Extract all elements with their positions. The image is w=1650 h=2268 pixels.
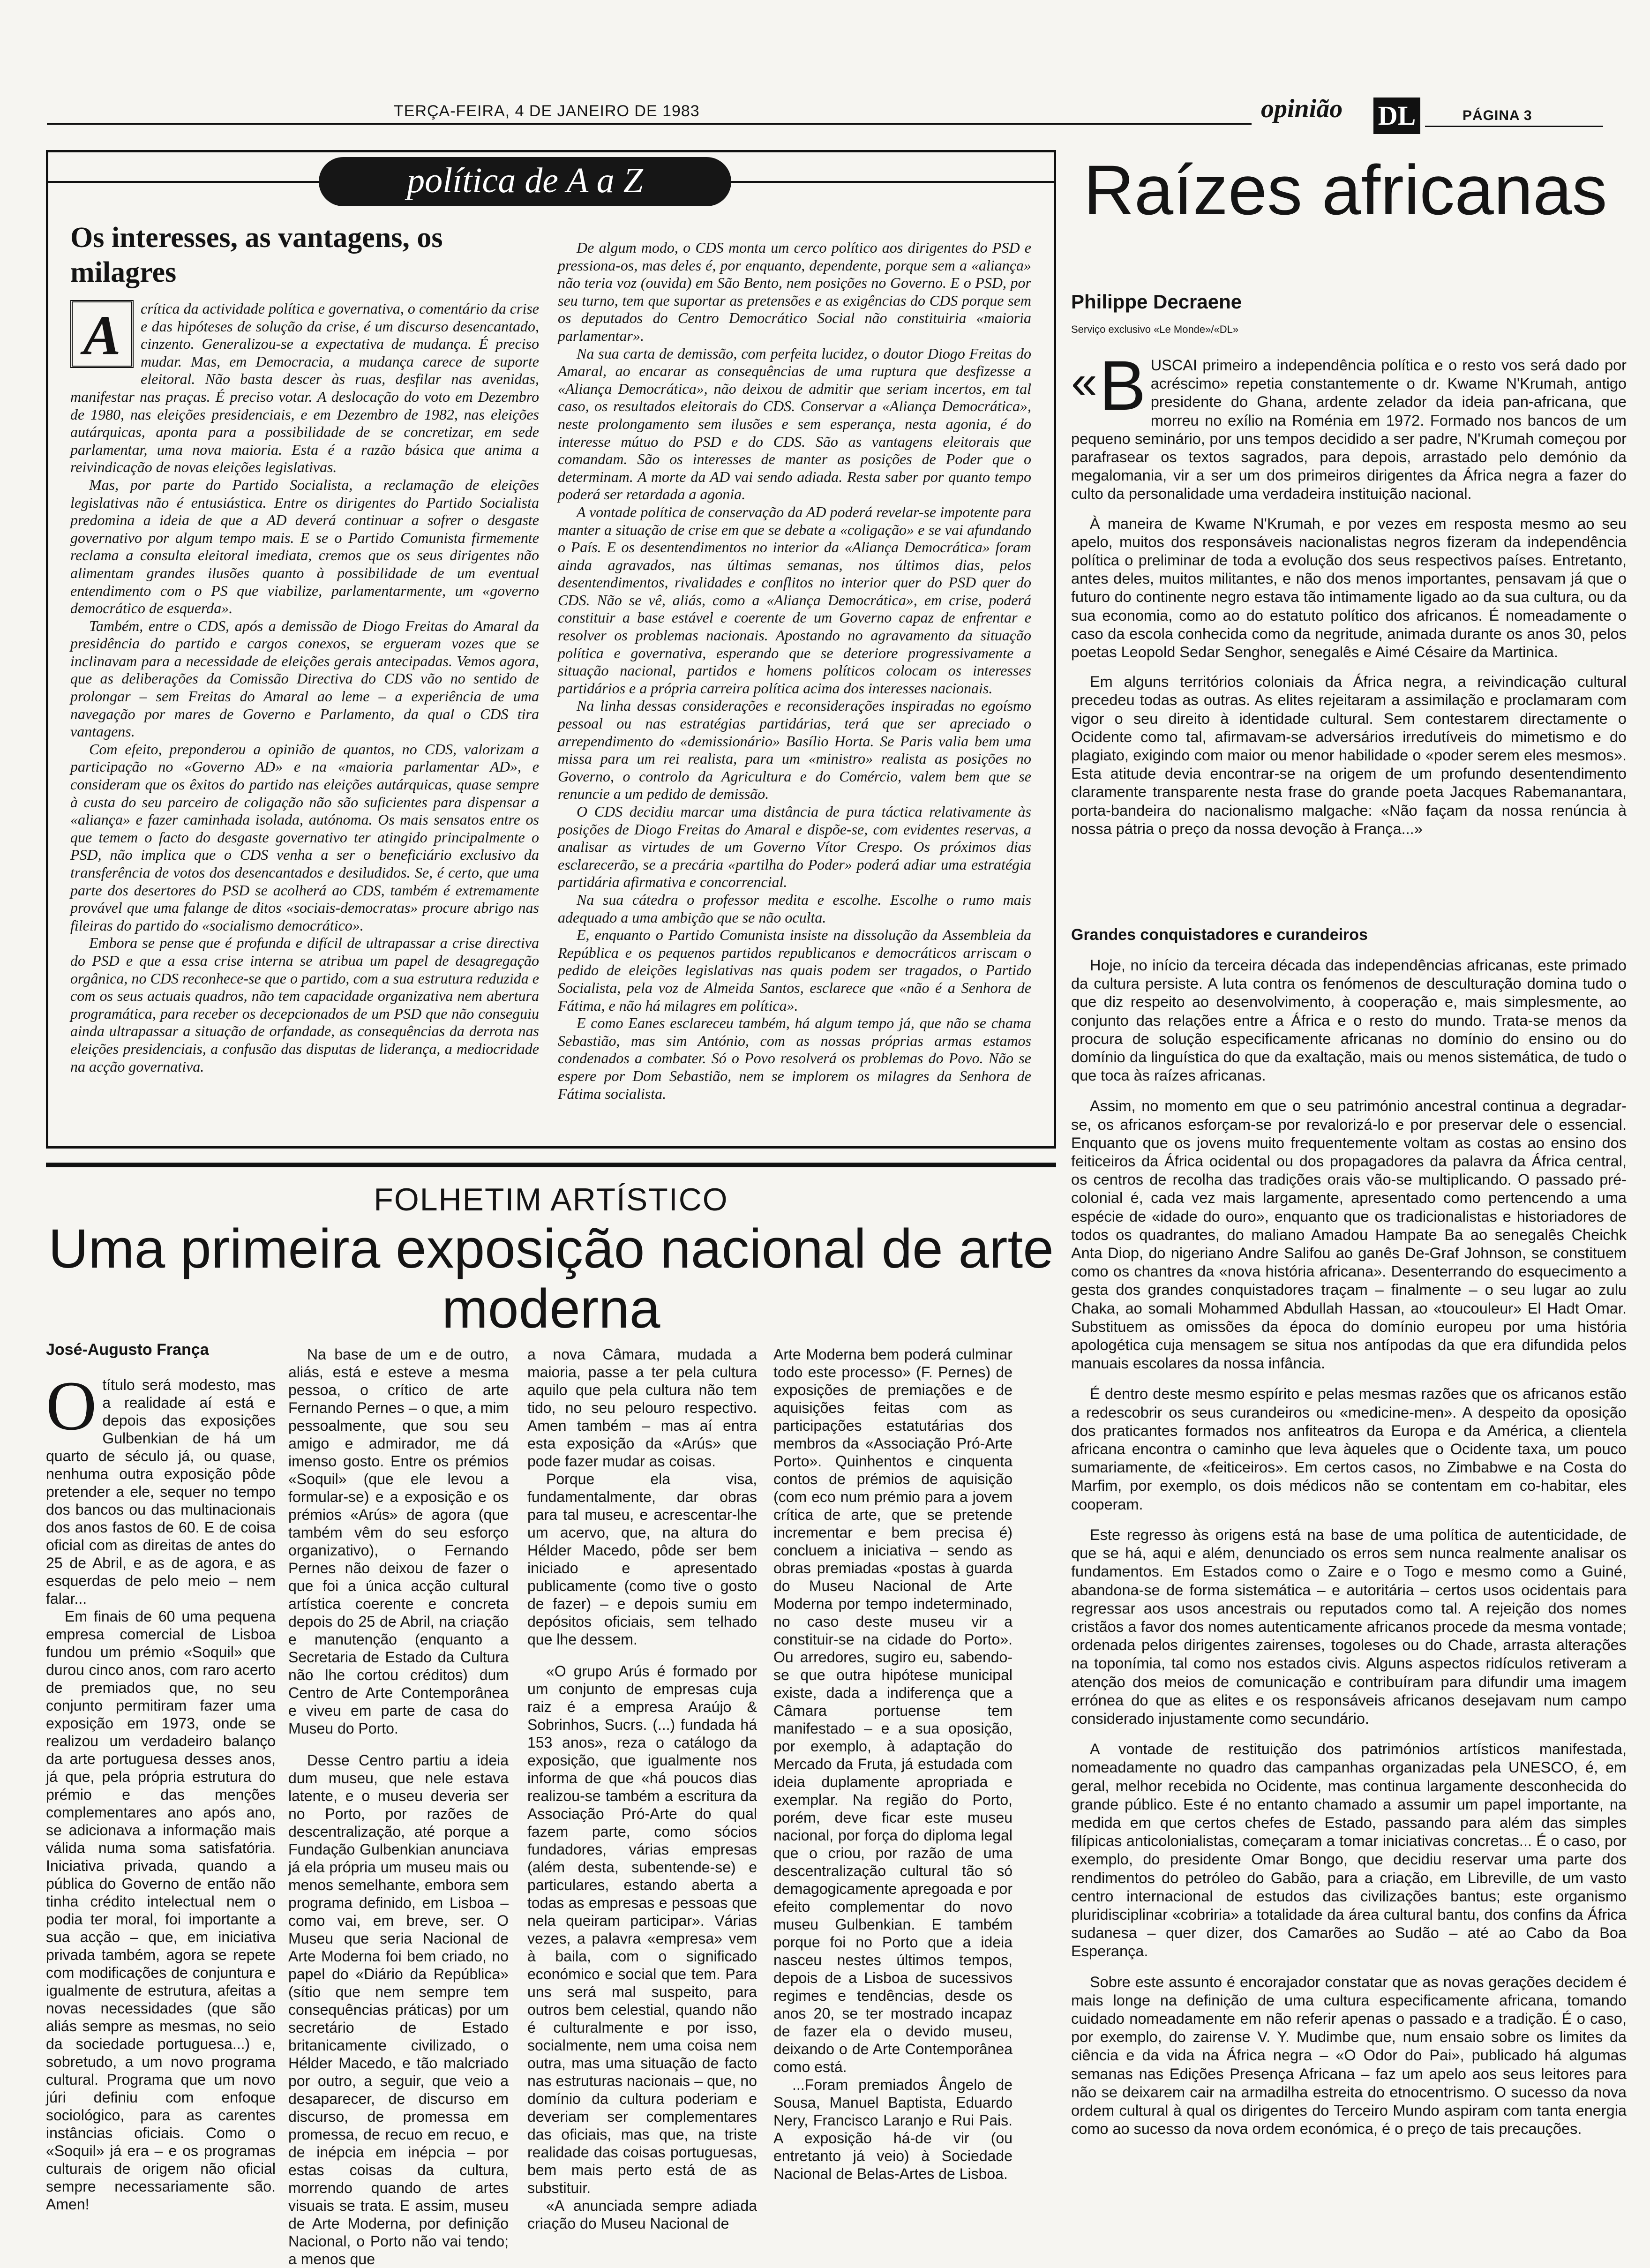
paragraph: Em finais de 60 uma pequena empresa comercial de Lisboa fundou um prémio «Soquil» que durou cinco anos, com raro acerto de premiados que, no seu conjunto permitiram fazer uma exposição em 1973, onde se realizou um verdadeiro balanço da arte portuguesa desses anos, já que, pela própria estrutura do prémio e das menções complementares ano após ano, se adicionava a informação mais válida numa soma satisfatória. Iniciativa privada, quando a pública do Governo de então não tinha crédito intelectual nem o podia ter moral, foi importante a sua acção – que, em iniciativa privada também, agora se repete com modificações de conjuntura e igualmente de estrutura, afeitas a novas necessidades (que são aliás sempre as mesmas, no seio da sociedade portuguesa...) e, sobretudo, a um novo programa cultural. Programa que um novo júri definiu com enfoque sociológico, para as carentes instâncias oficiais. Como o «Soquil» já era – e os programas culturais de origem não oficial sempre necessariamente são. Amen! xyxy=(46,1608,276,2213)
dropcap-spacer xyxy=(70,300,141,375)
paragraph: Arte Moderna bem poderá culminar todo este processo» (F. Pernes) de exposições de premiações e de aquisições feitas com as participações estatutárias dos membros da «Associação Pró-Arte Porto». Quinhentos e cinquenta contos de prémios de aquisição (com eco num prémio para a jovem crítica de arte, que se pretende incrementar e bem precisa é) concluem a iniciativa – sendo as obras premiadas «postas à guarda do Museu Nacional de Arte Moderna por tempo indeterminado, no caso deste museu vir a constituir-se na cidade do Porto». Ou arredores, sugiro eu, sabendo-se que outra hipótese municipal existe, dada a indiferença que a Câmara portuense tem manifestado – e a sua oposição, por exemplo, à adaptação do Mercado da Fruta, já estudada com ideia duplamente apropriada e exemplar. Na região do Porto, porém, deve ficar este museu nacional, por força do diploma legal que o criou, por razão de uma descentralização cultural tão só demagogicamente apregoada e por efeito complementar do novo museu Gulbenkian. E também porque foi no Porto que a ideia nasceu nestes últimos tempos, depois de a Lisboa de sucessivos regimes e tendências, desde os anos 20, se ter mostrado incapaz de fazer ela o devido museu, deixando o de Arte Contemporânea como está. xyxy=(773,1346,1012,2075)
paragraph: Embora se pense que é profunda e difícil de ultrapassar a crise directiva do PSD e que a essa crise interna se atribua um papel de desagregação orgânica, no CDS reconhece-se que o partido, com a sua estrutura reduzida e com os seus actuais quadros, não tem capacidade organizativa nem abertura programática, para receber os decepcionados de um PSD que não conseguiu ainda ultrapassar a situação de orfandade, as consequências da derrota nas eleições presidenciais, a confusão das disputas de liderança, a mediocridade na acção governativa. xyxy=(70,934,539,1075)
folhetim-column-1 xyxy=(46,1367,276,2213)
page-number: PÁGINA 3 xyxy=(1462,108,1532,123)
paragraph: Em alguns territórios coloniais da África negra, a reivindicação cultural precedeu todas as outras. As elites rejeitaram a assimilação e proclamaram com vigor o seu direito à identidade cultural. Sem contestarem directamente o Ocidente como tal, afirmavam-se adversários irredutíveis do mimetismo e do plagiato, exigindo com maior ou menor habilidade o «poder serem eles mesmos». Esta atitude devia encontrar-se na origem de um profundo desentendimento claramente transparente nesta frase do grande poeta Jacques Rabemanantara, porta-bandeira do nacionalismo malgache: «Não façam da nossa renúncia à nossa pátria o preço da nossa devoção à França...» xyxy=(1071,673,1627,837)
paragraph: «A anunciada sempre adiada criação do Museu Nacional de xyxy=(527,2197,757,2232)
paragraph: A vontade de restituição dos patrimónios artísticos manifestada, nomeadamente no quadro das campanhas organizadas pela UNESCO, é, em geral, melhor recebida no Ocidente, mas continua largamente desconhecida do grande público. Este é no entanto chamado a assumir um papel importante, na medida em que certos chefes de Estado, passando para além das simples filípicas anticolonialistas, começaram a tomar iniciativas concretas... É o caso, por exemplo, do presidente Omar Bongo, que decidiu reservar uma parte dos rendimentos do petróleo do Gabão, para a criação, em Libreville, de um vasto centro internacional de estudos das civilizações bantus; este organismo pluridisciplinar «cobriria» a totalidade da área cultural bantu, dos confins da África sudanesa – quer dizer, dos Camarões ao Sudão – até ao Cabo da Boa Esperança. xyxy=(1071,1741,1627,1960)
paragraph: Na sua carta de demissão, com perfeita lucidez, o doutor Diogo Freitas do Amaral, ao encarar as consequências de uma ruptura que desfizesse a «Aliança Democrática», não deixou de admitir que seriam incertos, em tal caso, os resultados eleitorais do CDS. Conservar a «Aliança Democrática», neste prolongamento sem ilusões e sem esperança, nesta agonia, é do interesse mútuo do PSD e do CDS. São as vantagens eleitorais que comandam. São os interesses de manter as posições de Poder que o determinam. A morte da AD vai sendo adiada. Resta saber por quanto tempo poderá ser retardada a agonia. xyxy=(558,345,1031,503)
paragraph: Na base de um e de outro, aliás, está e esteve a mesma pessoa, o crítico de arte Fernando Pernes – o que, a mim pessoalmente, que sou seu amigo e admirador, me dá imenso gosto. Entre os prémios «Soquil» (que ele levou a formular-se) e a exposição e os prémios «Arús» de agora (que também vêm do seu esforço organizativo), o Fernando Pernes não deixou de fazer o que foi a única acção cultural artística coerente e concreta depois do 25 de Abril, na criação e manutenção (enquanto a Secretaria de Estado da Cultura não lhe cortou créditos) dum Centro de Arte Contemporânea e viveu em parte de casa do Museu do Porto. xyxy=(288,1346,509,1737)
paragraph: O CDS decidiu marcar uma distância de pura táctica relativamente às posições de Diogo Freitas do Amaral e dispõe-se, com evidentes reservas, a analisar as virtudes de um Governo Vítor Crespo. Os próximos dias esclarecerão, se a precária «partilha do Poder» poderá adiar uma estratégia partidária afirmativa e concorrencial. xyxy=(558,803,1031,891)
folhetim-headline: Uma primeira exposição nacional de arte moderna xyxy=(48,1218,1054,1340)
folhetim-column-3 xyxy=(527,1345,757,2232)
paragraph: Também, entre o CDS, após a demissão de Diogo Freitas do Amaral da presidência do partido e cargos conexos, se ergueram vozes que se inclinavam para a necessidade de eleições gerais antecipadas. Vemos agora, que as deliberações da Comissão Directiva do CDS vão no sentido de prolongar – sem Freitas do Amaral ao leme – a experiência de uma navegação por mares de Governo e Parlamento, da qual o CDS tira vantagens. xyxy=(70,617,539,740)
raizes-dropcap: B xyxy=(1099,346,1146,425)
newspaper-logo: DL xyxy=(1373,98,1420,134)
paragraph: Este regresso às origens está na base de uma política de autenticidade, de que se há, aqui e além, denunciado os erros sem nunca realmente analisar os fundamentos. Em Estados como o Zaire e o Togo e mesmo como a Guiné, abandona-se de forma sistemática – e autoritária – certos usos ocidentais para regressar aos usos ancestrais ou reputados como tal. A rejeição dos nomes cristãos a favor dos nomes autenticamente africanos procede da mesma vontade; ordenada pelos dirigentes zairenses, togoleses ou do Chade, arrasta alterações na toponímia, tal como nos estados civis. Alguns aspectos ridículos retiveram a atenção dos meios de comunicação e contribuíram para difundir uma imagem errónea do que as elites e os responsáveis africanos desejavam num campo considerado injustamente como secundário. xyxy=(1071,1526,1627,1727)
header-rule-right xyxy=(1425,126,1603,127)
paragraph: USCAI primeiro a independência política e o resto vos será dado por acréscimo» repetia constantemente o dr. Kwame N'Krumah, antigo presidente do Ghana, ardente zelador da ideia pan-africana, que morreu no exílio na Roménia em 1972. Formado nos bancos de um pequeno seminário, por uns tempos decidido a ser padre, N'Krumah começou por parafrasear os textos sagrados, para depois, arrastado pelo demónio da megalomania, vir a ser um dos primeiros dirigentes da África negra a fazer do culto da personalidade uma verdadeira instituição nacional. xyxy=(1071,357,1627,503)
paragraph: «O grupo Arús é formado por um conjunto de empresas cuja raiz é a empresa Araújo & Sobrinhos, Sucrs. (...) fundada há 153 anos», reza o catálogo da exposição, que igualmente nos informa de que «há poucos dias realizou-se também a escritura da Associação Pró-Arte do qual fazem parte, como sócios fundadores, várias empresas (além desta, subentende-se) e particulares, estando aberta a todas as empresas e pessoas que nela queiram participar». Várias vezes, a palavra «empresa» vem à baila, com o significado económico e social que tem. Para uns será mal suspeito, para outros bem celestial, quando não é culturalmente e por isso, socialmente, nem uma coisa nem outra, mas uma situação de facto nas estruturas nacionais – que, no domínio da cultura poderiam e deveriam ser complementares das oficiais, mas que, na triste realidade das coisas portuguesas, bem mais perto está de as substituir. xyxy=(527,1663,757,2196)
editorial-headline: Os interesses, as vantagens, os milagres xyxy=(70,222,443,288)
section-name: opinião xyxy=(1261,94,1343,123)
paragraph: a nova Câmara, mudada a maioria, passe a ter pela cultura aquilo que pela cultura não tem tido, no seu pelouro respectivo. Amen também – mas aí entra esta exposição da «Arús» que pode fazer mudar as coisas. xyxy=(527,1346,757,1470)
paragraph: ...Foram premiados Ângelo de Sousa, Manuel Baptista, Eduardo Nery, Francisco Laranjo e Rui Pais. A exposição há-de vir (ou entretanto já veio) à Sociedade Nacional de Belas-Artes de Lisboa. xyxy=(773,2076,1012,2182)
raizes-service: Serviço exclusivo «Le Monde»/«DL» xyxy=(1071,323,1239,335)
editorial-column-1 xyxy=(70,300,539,1116)
paragraph: Mas, por parte do Partido Socialista, a reclamação de eleições legislativas não é entusiástica. Entre os dirigentes do Partido Socialista predomina a ideia de que a AD deverá continuar a sofrer o desgaste governativo por algum tempo mais. E se o Partido Comunista firmemente reclama a consulta eleitoral imediata, cremos que os seus dirigentes não alimentam grandes ilusões quanto à possibilidade de um eventual entendimento com o PS que viabilize, parlamentarmente, um «governo democrático de esquerda». xyxy=(70,476,539,617)
raizes-column-1 xyxy=(1071,346,1627,924)
paragraph: crítica da actividade política e governativa, o comentário da crise e das hipóteses de solução da crise, é um discurso desencantado, cinzento. Generalizou-se a expectativa de mudança. É preciso mudar. Mas, em Democracia, a mudança carece de suporte eleitoral. Não basta descer às ruas, desfilar nas avenidas, manifestar nas praças. É preciso votar. A deslocação do voto em Dezembro de 1980, nas eleições presidenciais, e em Dezembro de 1982, nas eleições autárquicas, aponta para a possibilidade de se concretizar, em sede parlamentar, uma nova maioria. Esta é a razão básica que anima a reivindicação de novas eleições legislativas. xyxy=(70,300,539,476)
column-banner: política de A a Z xyxy=(319,157,731,206)
paragraph: De algum modo, o CDS monta um cerco político aos dirigentes do PSD e pressiona-os, mas deles é, por enquanto, dependente, porque sem a «aliança» não teria voz (ouvida) em São Bento, nem posições no Governo. E o PSD, por seu turno, tem que suportar as pretensões e as exigências do CDS porque sem os deputados do Centro Democrático Social não constituiria «maioria parlamentar». xyxy=(558,239,1031,344)
paragraph: Sobre este assunto é encorajador constatar que as novas gerações decidem é mais longe na definição de uma cultura especificamente africana, tomando cuidado nomeadamente em não referir apenas o passado e a tradição. É o caso, por exemplo, do zairense V. Y. Mudimbe que, num ensaio sobre os limites da ciência e da vida na África negra – «O Odor do Pai», publicado há algumas semanas nas Edições Presença Africana – faz um apelo aos seus leitores para não se deixarem cair na armadilha estreita do etnocentrismo. O sucesso da nova ordem cultural à qual os dirigentes do Terceiro Mundo aspiram com tanta energia como ao sucesso da nova ordem económica, é o preço de tais precauções. xyxy=(1071,1973,1627,2138)
paragraph: Hoje, no início da terceira década das independências africanas, este primado da cultura persiste. A luta contra os fenómenos de desculturação domina tudo o que diz respeito ao desenvolvimento, à cooperação e, mais simplesmente, ao conjunto das relações entre a África e o resto do mundo. Trata-se menos da procura de solução especificamente africanas no domínio do ensino ou do domínio da linguística do que da exaltação, mais ou menos sistemática, de tudo o que toca às raízes africanas. xyxy=(1071,957,1627,1084)
paragraph: Assim, no momento em que o seu património ancestral continua a degradar-se, os africanos esforçam-se por revalorizá-lo e por preservar dele o essencial. Enquanto que os jovens muito frequentemente voltam as costas ao ensino dos feiticeiros da África ocidental ou dos propagadores da palavra da África central, os centros de recolha das tradições orais vão-se multiplicando. O passado pré-colonial é, cada vez mais largamente, apresentado como pertencendo a uma espécie de «idade do ouro», enquanto que os tradicionalistas e historiadores de todos os quadrantes, do maliano Amadou Hampate Ba ao senegalês Cheichk Anta Diop, do nigeriano Andre Salifou ao ganês De-Graf Johnson, se constituem como os chantres da «nova história africana». Desenterrando do esquecimento a gesta dos grandes conquistadores traçam – finalmente – o seu lugar ao zulu Chaka, ao somali Mohammed Abdullah Hassan, ao «toucouleur» El Hadt Omar. Substituem as omissões da época do domínio europeu por uma história apologética cuja mensagem se situa nos antípodas da que era difundida pelos manuais escolares da nossa infância. xyxy=(1071,1097,1627,1372)
paragraph: Com efeito, preponderou a opinião de quantos, no CDS, valorizam a participação no «Governo AD» e na «maioria parlamentar AD», e consideram que os êxitos do partido nas eleições autárquicas, quase sempre à custa do seu parceiro de coligação não são suficientes para dispensar a «aliança» e fazer caminhada isolada, autónoma. Os mais sensatos entre os que temem o facto do desgaste governativo ter atingido principalmente o PSD, não implica que o CDS venha a ser o beneficiário exclusivo da transferência de votos dos desencantados e desiludidos. Se, é certo, que uma parte dos desertores do PSD se acolherá ao CDS, também é extremamente provável que uma falange de ditos «sociais-democratas» procure abrigo nas fileiras do partido do «socialismo democrático». xyxy=(70,740,539,934)
paragraph: Porque ela visa, fundamentalmente, dar obras para tal museu, e acrescentar-lhe um acervo, que, na altura do Hélder Macedo, pôde ser bem iniciado e apresentado publicamente (como tive o gosto de fazer) – e depois sumiu em depósitos oficiais, sem telhado que lhe dessem. xyxy=(527,1471,757,1648)
raizes-subheading: Grandes conquistadores e curandeiros xyxy=(1071,926,1368,944)
folhetim-author: José-Augusto França xyxy=(46,1341,209,1359)
folhetim-column-4 xyxy=(773,1345,1012,2185)
raizes-headline: Raízes africanas xyxy=(1083,150,1607,229)
paragraph: título será modesto, mas a realidade aí está e depois das exposições Gulbenkian de há um quarto de século já, ou quase, nenhuma outra exposição pôde pretender a ele, sequer no tempo dos bancos ou das multinacionais dos anos fastos de 60. E de coisa oficial com as direitas de antes do 25 de Abril, e as de agora, e as esquerdas de pelo meio – nem falar... xyxy=(46,1376,276,1607)
folhetim-kicker: FOLHETIM ARTÍSTICO xyxy=(374,1182,728,1217)
folhetim-dropcap: O xyxy=(46,1367,97,1445)
folhetim-column-2 xyxy=(288,1345,509,2268)
header-rule xyxy=(47,123,1252,125)
editorial-column-2 xyxy=(558,239,1031,1120)
paragraph: E, enquanto o Partido Comunista insiste na dissolução da Assembleia da República e os pequenos partidos republicanos e democráticos arriscam o pedido de eleições legislativas nas quais podem ser tragados, o Partido Socialista, pela voz de Almeida Santos, esclarece que «não é a Senhora de Fátima, e não há milagres em política». xyxy=(558,926,1031,1014)
paragraph: É dentro deste mesmo espírito e pelas mesmas razões que os africanos estão a redescobrir os seus curandeiros ou «medicine-men». A despeito da oposição dos praticantes formados nos anfiteatros da Europa e da América, a clientela africana encontra o caminho que leva àqueles que o Ocidente taxa, um pouco sumariamente, de «feiticeiros». Em certos casos, no Zimbabwe e na Costa do Marfim, por exemplo, os dois médicos não se contentam em co-habitar, eles cooperam. xyxy=(1071,1385,1627,1513)
issue-date: TERÇA-FEIRA, 4 DE JANEIRO DE 1983 xyxy=(394,102,700,120)
paragraph: Desse Centro partiu a ideia dum museu, que nele estava latente, e o museu deveria ser no Porto, por razões de descentralização, até porque a Fundação Gulbenkian anunciava já ela própria um museu mais ou menos semelhante, embora sem programa definido, em Lisboa – como vai, em breve, ser. O Museu que seria Nacional de Arte Moderna foi bem criado, no papel do «Diário da República» (sítio que nem sempre tem consequências práticas) por um secretário de Estado britanicamente civilizado, o Hélder Macedo, e tão malcriado por outro, a seguir, que veio a desaparecer, de discurso em discurso, de promessa em promessa, de recuo em recuo, e de inépcia em inépcia – por estas coisas da cultura, morrendo quando de artes visuais se trata. E assim, museu de Arte Moderna, por definição Nacional, o Porto não vai tendo; a menos que xyxy=(288,1752,509,2268)
editorial-dropcap: A xyxy=(70,300,134,368)
raizes-column-2 xyxy=(1071,956,1627,2185)
folhetim-top-rule xyxy=(46,1163,1056,1167)
open-quote: « xyxy=(1071,356,1097,408)
paragraph: À maneira de Kwame N'Krumah, e por vezes em resposta mesmo ao seu apelo, muitos dos responsáveis nacionalistas negros fizeram da independência política o preliminar de toda a evolução dos seus respectivos países. Entretanto, antes deles, muitos militantes, e não dos menos importantes, pensavam já que o futuro do continente negro estava tão intimamente ligado ao da sua cultura, ou da sua economia, como ao do estatuto político dos africanos. É nomeadamente o caso da escola conhecida como da negritude, animada durante os anos 30, pelos poetas Leopold Sedar Senghor, senegalês e Aimé Césaire da Martinica. xyxy=(1071,515,1627,661)
paragraph: Na sua cátedra o professor medita e escolhe. Escolhe o rumo mais adequado a uma ambição que se não oculta. xyxy=(558,891,1031,926)
raizes-author: Philippe Decraene xyxy=(1071,291,1242,313)
paragraph: Na linha dessas considerações e reconsiderações inspiradas no egoísmo pessoal ou nas estratégias partidárias, terá que ser apreciado o arrependimento do «demissionário» Basílio Horta. Se Paris valia bem uma missa para um rei realista, para um «ministro» realista as posições no Governo, o controlo da Agricultura e do Comércio, valem bem que se renuncie a um pedido de demissão. xyxy=(558,697,1031,803)
paragraph: A vontade política de conservação da AD poderá revelar-se impotente para manter a situação de crise em que se debate a «coligação» e se vai afundando o País. E os desentendimentos no interior da «Aliança Democrática» foram ainda agravados, nas últimas semanas, nos últimos dias, pelos desentendimentos, rivalidades e conflitos no interior quer do PSD quer do CDS. Não se vê, aliás, como a «Aliança Democrática», em crise, poderá constituir a base estável e coerente de um Governo capaz de enfrentar e resolver os problemas nacionais. Apostando no agravamento da situação política e governativa, esperando que se deteriore progressivamente a situação nacional, partidos e homens políticos colocam os interesses partidários e a própria carreira política acima dos interesses nacionais. xyxy=(558,503,1031,697)
paragraph: E como Eanes esclareceu também, há algum tempo já, que não se chama Sebastião, mas sim António, com as nossas próprias armas estamos condenados a combater. Só o Povo resolverá os problemas do Povo. Não se espere por Dom Sebastião, nem se implorem os milagres da Senhora de Fátima socialista. xyxy=(558,1014,1031,1102)
